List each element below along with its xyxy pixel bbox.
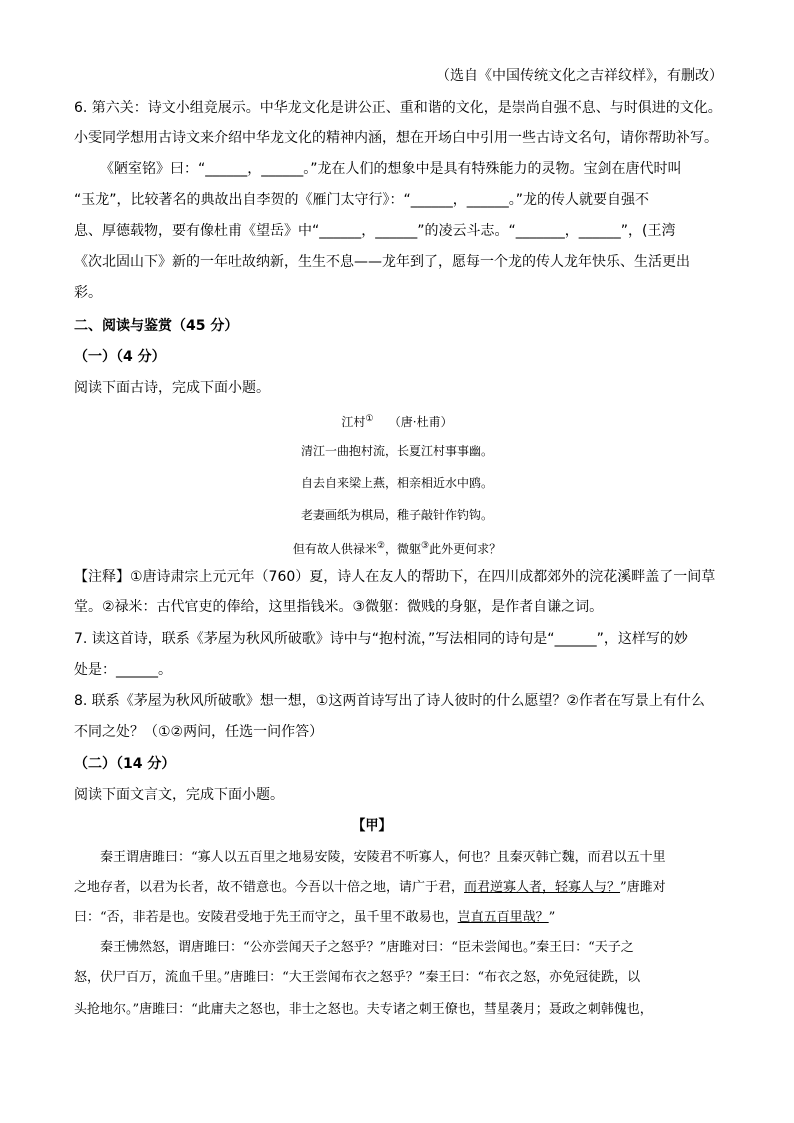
poem-line-3: 老妻画纸为棋局，稚子敲针作钓钩。 [300, 508, 493, 522]
source-note: （选自《中国传统文化之吉祥纹样》，有删改） [436, 68, 723, 84]
q7-line-1: 7. 读这首诗，联系《茅屋为秋风所破歌》诗中与“抱村流，”写法相同的诗句是“______”，这样写的妙 [74, 631, 688, 647]
part-2-instruction: 阅读下面文言文，完成下面小题。 [74, 787, 284, 803]
poem-line-4-a: 但有故人供禄米 [292, 542, 377, 556]
annotation-line-1: 【注释】①唐诗肃宗上元元年（760）夏，诗人在友人的帮助下，在四川成都郊外的浣花溪畔盖了一间草 [74, 569, 716, 585]
classical-p1-line-2-b: ”唐雎对 [620, 880, 666, 895]
q6-line-1: 6. 第六关：诗文小组竞展示。中华龙文化是讲公正、重和谐的文化，是崇尚自强不息、与时俱进的文化。 [74, 100, 722, 116]
underlined-sentence-1: 而君逆寡人者，轻寡人与？ [464, 880, 621, 895]
q8-line-2: 不同之处？（①②两问，任选一问作答） [74, 724, 324, 740]
classical-p1-line-1: 秦王谓唐雎曰：“寡人以五百里之地易安陵，安陵君不听寡人，何也？且秦灭韩亡魏，而君以五十里 [100, 850, 666, 865]
poem-title-text: 江村 [341, 415, 366, 429]
poem-line-4 [0, 537, 794, 558]
poem-author: （唐·杜甫） [388, 415, 453, 429]
poem-title [0, 410, 794, 431]
part-1-title: （一）（4 分） [74, 349, 166, 365]
poem-mark-2: ② [376, 541, 385, 551]
classical-p2-line-2: 怒，伏尸百万，流血千里。”唐雎曰：“大王尝闻布衣之怒乎？”秦王曰：“布衣之怒，亦免冠徒跣，以 [74, 970, 641, 985]
section-2-title: 二、阅读与鉴赏（45 分） [74, 318, 239, 334]
poem-line-4-c: 此外更何求？ [429, 542, 502, 556]
q6-line-3: 《陋室铭》曰：“______，______。”龙在人们的想象中是具有特殊能力的灵物。宝剑在唐代时叫 [100, 161, 682, 177]
poem-line-1: 清江一曲抱村流，长夏江村事事幽。 [300, 444, 493, 458]
poem-note-mark: ① [365, 414, 374, 424]
q6-line-6: 《次北固山下》新的一年吐故纳新，生生不息——龙年到了，愿每一个龙的传人龙年快乐、生活更出 [74, 254, 690, 270]
poem-mark-3: ③ [421, 541, 430, 551]
q7-line-2: 处是：______。 [74, 662, 172, 678]
part-2-title: （二）（14 分） [74, 756, 176, 772]
q6-line-7: 彩。 [74, 285, 102, 301]
q6-line-2: 小雯同学想用古诗文来介绍中华龙文化的精神内涵，想在开场白中引用一些古诗文名句，请你帮助补写。 [74, 130, 718, 146]
q6-line-4: “玉龙”，比较著名的典故出自李贺的《雁门太守行》：“______，______。”龙的传人就要自强不 [74, 192, 650, 208]
part-1-instruction: 阅读下面古诗，完成下面小题。 [74, 380, 270, 396]
classical-p2-line-1: 秦王怫然怒，谓唐雎曰：“公亦尝闻天子之怒乎？”唐雎对曰：“臣未尝闻也。”秦王曰：“天子之 [100, 940, 634, 955]
poem-line-4-b: ，微躯 [384, 542, 421, 556]
classical-p1-line-3-b: ” [548, 910, 556, 925]
underlined-sentence-2: 岂直五百里哉？ [457, 910, 549, 925]
classical-p1-line-3 [74, 908, 555, 928]
annotation-line-2: 堂。②禄米：古代官吏的俸给，这里指钱米。③微躯：微贱的身躯，是作者自谦之词。 [74, 599, 604, 615]
classical-p1-line-2 [74, 878, 666, 898]
classical-p2-line-3: 头抢地尔。”唐雎曰：“此庸夫之怒也，非士之怒也。夫专诸之刺王僚也，彗星袭月；聂政之刺韩傀也， [74, 1002, 653, 1017]
passage-jia-label: 【甲】 [352, 818, 392, 834]
q8-line-1: 8. 联系《茅屋为秋风所破歌》想一想，①这两首诗写出了诗人彼时的什么愿望？②作者在写景上有什么 [74, 693, 705, 709]
q6-line-5: 息、厚德载物，要有像杜甫《望岳》中“______，______”的凌云斗志。“_______，______”，(王湾 [74, 223, 676, 239]
poem-line-2: 自去自来梁上燕，相亲相近水中鸥。 [300, 476, 493, 490]
classical-p1-line-2-a: 之地存者，以君为长者，故不错意也。今吾以十倍之地，请广于君， [74, 880, 465, 895]
classical-p1-line-3-a: 曰：“否，非若是也。安陵君受地于先王而守之，虽千里不敢易也， [74, 910, 458, 925]
